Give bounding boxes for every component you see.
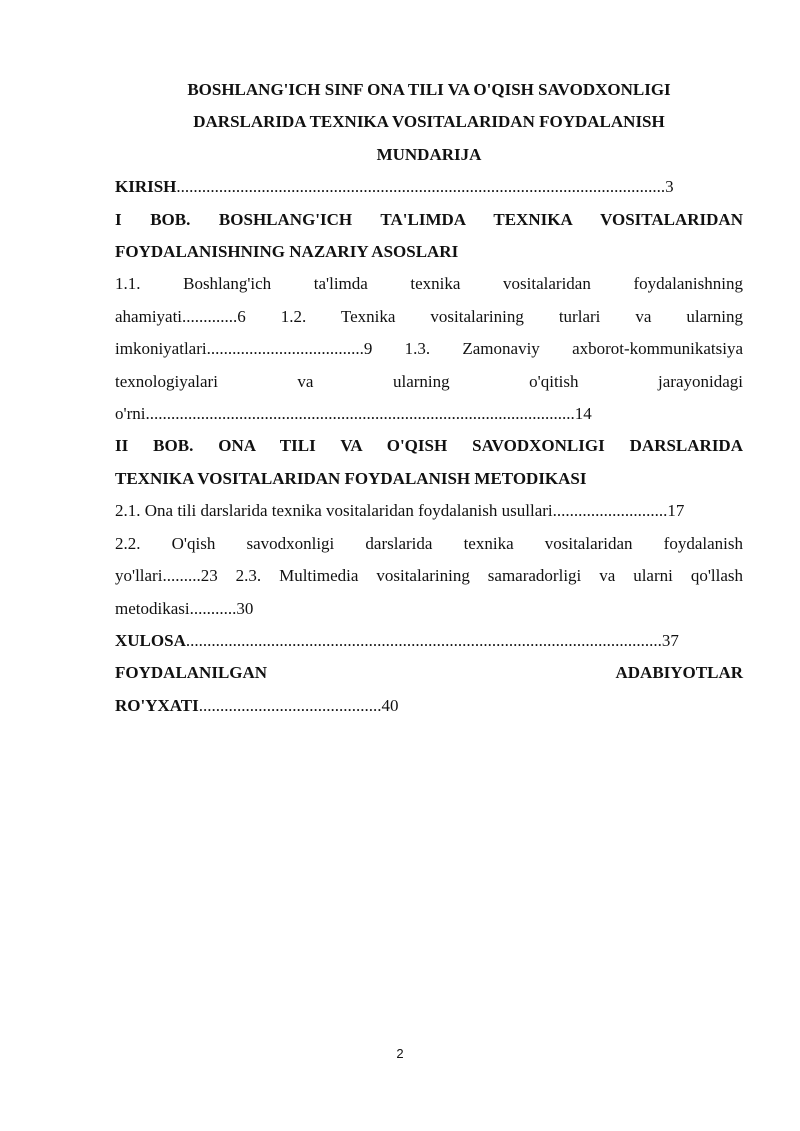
toc-entry-label: KIRISH bbox=[115, 177, 177, 197]
toc-entry-label: RO'YXATI bbox=[115, 695, 199, 715]
document-page bbox=[115, 74, 743, 722]
toc-entry-label: XULOSA bbox=[115, 630, 186, 650]
document-title bbox=[115, 74, 743, 171]
chapter-2-sections-line-3: yo'llari.........23 2.3. Multimedia vositalarining samaradorligi va ularni qo'llash bbox=[115, 566, 743, 586]
toc-page-number: 3 bbox=[665, 177, 674, 197]
chapter-1-heading-line-1: I BOB. BOSHLANG'ICH TA'LIMDA TEXNIKA VOSITALARIDAN bbox=[115, 209, 743, 229]
toc-entry-xulosa bbox=[115, 625, 743, 657]
page-number: 2 bbox=[396, 1046, 404, 1061]
title-line-2: DARSLARIDA TEXNIKA VOSITALARIDAN FOYDALANISH bbox=[193, 112, 665, 132]
toc-entry-kirish bbox=[115, 171, 743, 203]
toc-leader-dots: ................................................................................................................... bbox=[176, 177, 666, 197]
chapter-2-heading-line-1: II BOB. ONA TILI VA O'QISH SAVODXONLIGI DARSLARIDA bbox=[115, 436, 743, 456]
toc-page-number: 40 bbox=[381, 695, 399, 715]
toc-page-number: 37 bbox=[661, 630, 679, 650]
toc-leader-dots: ................................................................................................................ bbox=[185, 630, 662, 650]
chapter-2-heading-line-2: TEXNIKA VOSITALARIDAN FOYDALANISH METODIKASI bbox=[115, 468, 587, 488]
chapter-2-sections-line-2: 2.2. O'qish savodxonligi darslarida texnika vositalaridan foydalanish bbox=[115, 533, 743, 553]
toc-entry-adabiyotlar-line-1: FOYDALANILGAN ADABIYOTLAR bbox=[115, 663, 743, 683]
toc-leader-dots: ........................................... bbox=[198, 695, 382, 715]
chapter-1-sections-line-3: imkoniyatlari.....................................9 1.3. Zamonaviy axborot-kommunikatsiya bbox=[115, 339, 743, 359]
chapter-1-sections-line-5: o'rni.....................................................................................................14 bbox=[115, 404, 592, 424]
toc-heading: MUNDARIJA bbox=[376, 144, 482, 164]
chapter-1-sections-line-1: 1.1. Boshlang'ich ta'limda texnika vositalaridan foydalanishning bbox=[115, 274, 743, 294]
chapter-1-sections-line-2: ahamiyati.............6 1.2. Texnika vositalarining turlari va ularning bbox=[115, 306, 743, 326]
toc-entry-adabiyotlar-line-2 bbox=[115, 690, 743, 722]
chapter-1-heading-line-2: FOYDALANISHNING NAZARIY ASOSLARI bbox=[115, 242, 459, 262]
chapter-2-sections-line-4: metodikasi...........30 bbox=[115, 598, 254, 618]
title-line-1: BOSHLANG'ICH SINF ONA TILI VA O'QISH SAVODXONLIGI bbox=[187, 80, 671, 99]
chapter-1-sections-line-4: texnologiyalari va ularning o'qitish jarayonidagi bbox=[115, 371, 743, 391]
chapter-2-sections-line-1: 2.1. Ona tili darslarida texnika vositalaridan foydalanish usullari...........................17 bbox=[115, 501, 685, 521]
